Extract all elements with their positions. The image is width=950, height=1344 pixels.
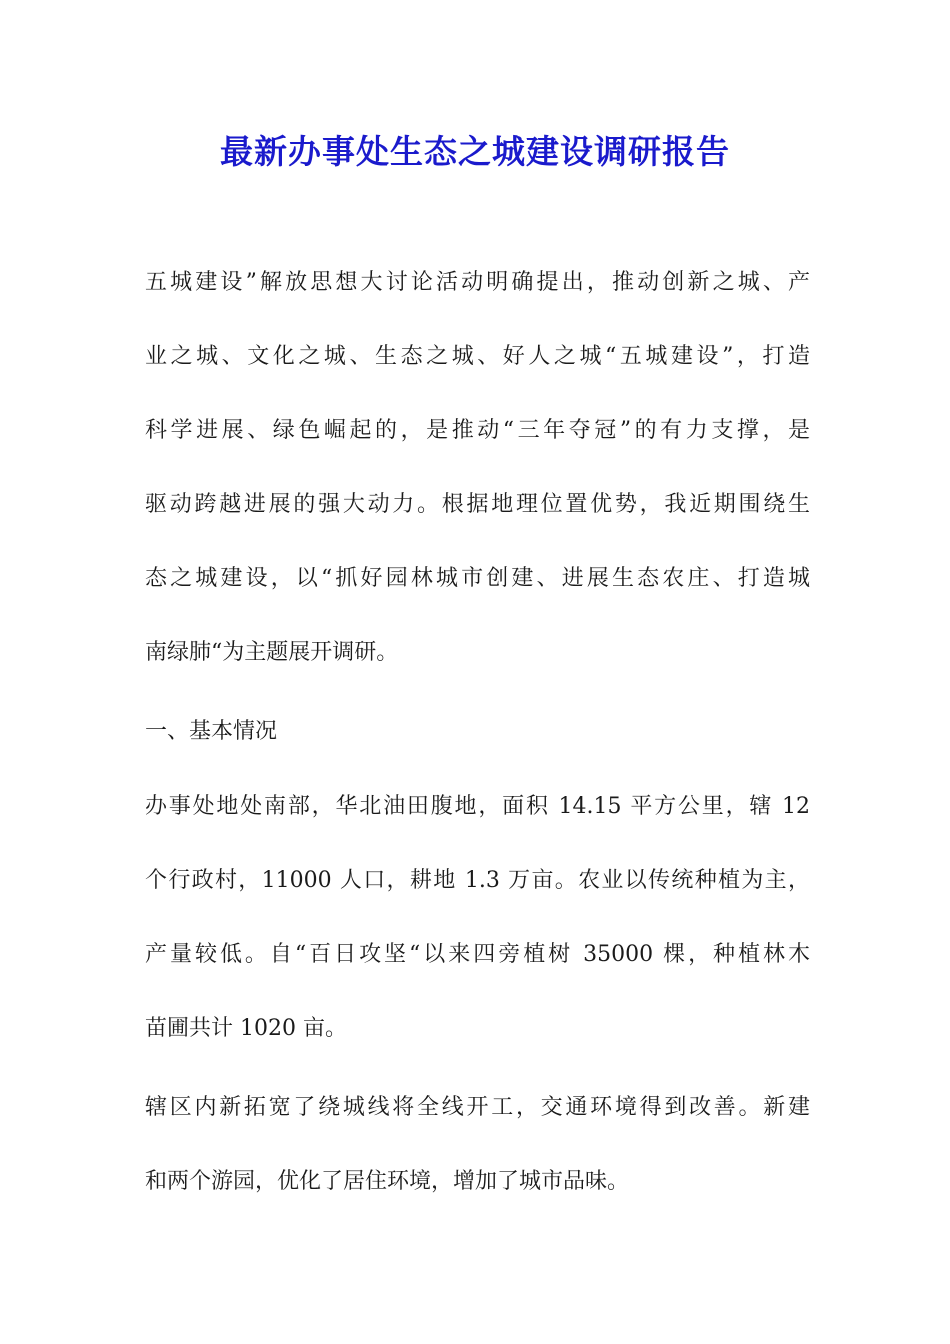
- paragraph-line: 和两个游园，优化了居住环境，增加了城市品味。: [145, 1169, 630, 1194]
- paragraph-line: 产量较低。自“百日攻坚“以来四旁植树 35000 棵，种植林木: [145, 942, 810, 967]
- section-heading-basic-situation: [145, 695, 810, 769]
- paragraph-line: 态之城建设，以“抓好园林城市创建、进展生态农庄、打造城: [145, 566, 810, 591]
- section-heading-text: 一、基本情况: [145, 719, 278, 744]
- paragraph-line: 业之城、文化之城、生态之城、好人之城“五城建设”，打造: [145, 344, 810, 369]
- paragraph-line: 科学进展、绿色崛起的，是推动“三年夺冠”的有力支撑，是: [145, 418, 810, 443]
- paragraph-line: 驱动跨越进展的强大动力。根据地理位置优势，我近期围绕生: [145, 492, 810, 517]
- paragraph-line: 苗圃共计 1020 亩。: [145, 1016, 347, 1041]
- paragraph-line: 个行政村，11000 人口，耕地 1.3 万亩。农业以传统种植为主，: [145, 868, 810, 893]
- paragraph-intro: [145, 246, 810, 690]
- paragraph-line: 五城建设”解放思想大讨论活动明确提出，推动创新之城、产: [145, 270, 810, 295]
- paragraph-line: 办事处地处南部，华北油田腹地，面积 14.15 平方公里，辖 12: [145, 794, 810, 819]
- document-title: 最新办事处生态之城建设调研报告: [220, 132, 730, 171]
- paragraph-basic-situation: [145, 770, 810, 1066]
- paragraph-line: 南绿肺“为主题展开调研。: [145, 640, 399, 665]
- paragraph-line: 辖区内新拓宽了绕城线将全线开工，交通环境得到改善。新建: [145, 1095, 810, 1120]
- paragraph-transport-environment: [145, 1071, 810, 1219]
